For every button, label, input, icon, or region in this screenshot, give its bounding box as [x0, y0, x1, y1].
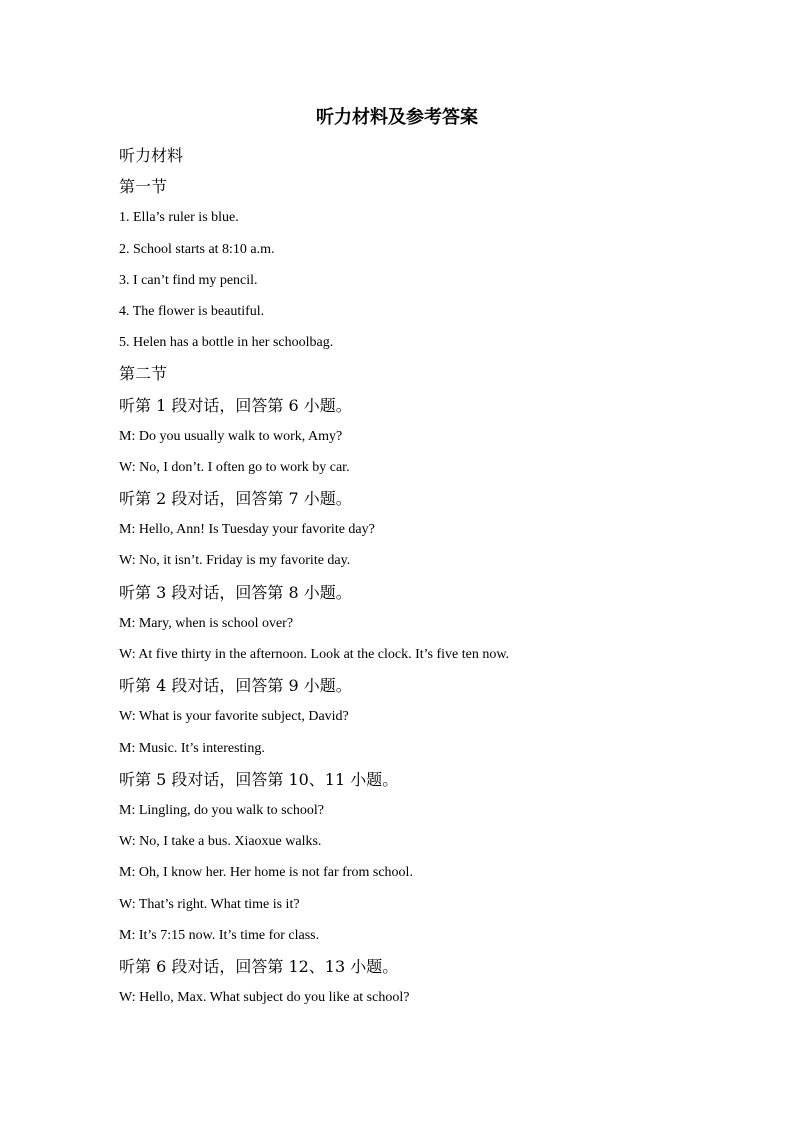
section-heading: 听第 4 段对话，回答第 9 小题。 — [119, 676, 352, 696]
transcript-line: M: Hello, Ann! Is Tuesday your favorite day? — [119, 522, 375, 538]
section-heading: 听第 2 段对话，回答第 7 小题。 — [119, 489, 352, 509]
section-heading: 第二节 — [119, 364, 168, 384]
transcript-line: W: That’s right. What time is it? — [119, 896, 300, 912]
section-heading: 听第 1 段对话，回答第 6 小题。 — [119, 395, 352, 415]
section-heading: 第一节 — [119, 177, 168, 197]
transcript-line: M: It’s 7:15 now. It’s time for class. — [119, 927, 320, 943]
transcript-line: W: Hello, Max. What subject do you like at school? — [119, 990, 410, 1006]
transcript-line: 4. The flower is beautiful. — [119, 303, 265, 319]
section-heading: 听第 3 段对话，回答第 8 小题。 — [119, 582, 352, 602]
transcript-line: 2. School starts at 8:10 a.m. — [119, 241, 275, 257]
section-heading: 听力材料 — [119, 146, 184, 165]
section-heading: 听第 6 段对话，回答第 12、13 小题。 — [119, 956, 399, 976]
transcript-line: M: Music. It’s interesting. — [119, 740, 265, 756]
transcript-line: W: At five thirty in the afternoon. Look at the clock. It’s five ten now. — [119, 647, 510, 662]
transcript-line: 1. Ella’s ruler is blue. — [119, 210, 239, 226]
transcript-line: M: Lingling, do you walk to school? — [119, 802, 324, 818]
transcript-line: W: What is your favorite subject, David? — [119, 709, 349, 725]
transcript-line: M: Do you usually walk to work, Amy? — [119, 428, 343, 444]
transcript-line: 3. I can’t find my pencil. — [119, 272, 258, 288]
transcript-line: M: Oh, I know her. Her home is not far from school. — [119, 865, 413, 881]
section-heading: 听第 5 段对话，回答第 10、11 小题。 — [119, 769, 399, 789]
transcript-line: W: No, it isn’t. Friday is my favorite day. — [119, 553, 351, 569]
transcript-line: 5. Helen has a bottle in her schoolbag. — [119, 335, 334, 351]
transcript-line: W: No, I don’t. I often go to work by car. — [119, 459, 350, 475]
transcript-line: M: Mary, when is school over? — [119, 615, 294, 631]
page-title: 听力材料及参考答案 — [316, 107, 478, 128]
transcript-line: W: No, I take a bus. Xiaoxue walks. — [119, 834, 322, 850]
listening-transcript — [119, 140, 719, 1013]
